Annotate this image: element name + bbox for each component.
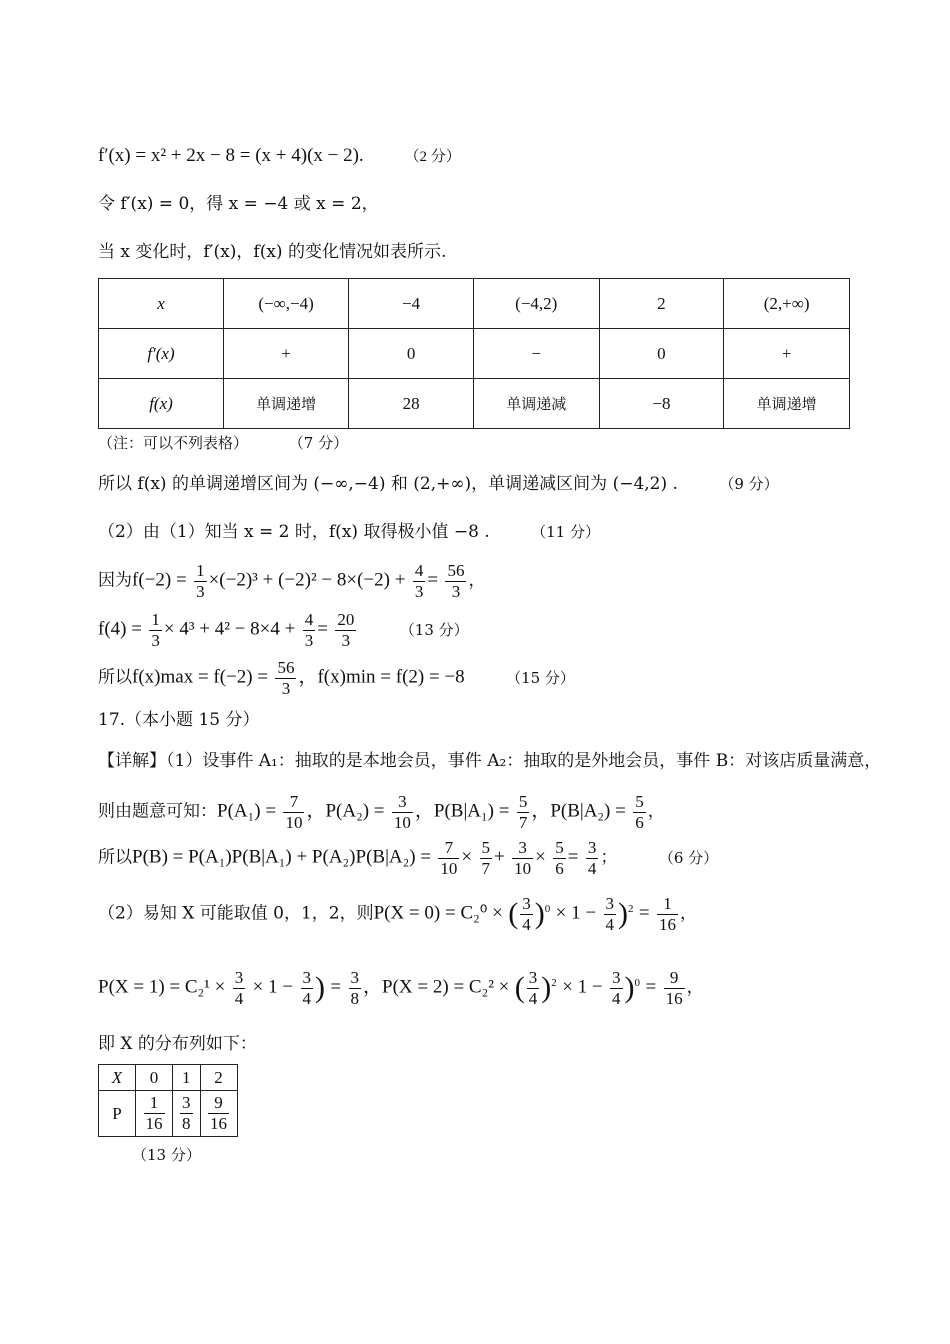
score-mark: （9 分） — [719, 475, 779, 493]
fraction: $\frac{4}{3}$ — [304, 610, 314, 650]
expression-text: f′(x) = x² + 2x − 8 = (x + 4)(x − 2). — [98, 145, 364, 166]
expression-text: × 4³ + 4² − 8×4 + — [163, 618, 296, 640]
table-cell: 28 — [349, 379, 474, 429]
derivative-expression — [98, 146, 461, 165]
table-cell: X — [99, 1065, 136, 1091]
expression-text: × 1 − — [562, 976, 603, 998]
table-row — [99, 279, 850, 329]
fraction: $\frac{4}{3}$ — [414, 561, 424, 601]
fraction: $\frac{56}{3}$ — [277, 658, 295, 698]
fraction: $\frac{1}{3}$ — [196, 561, 205, 601]
line-prefix: （2）易知 X 可能取值 0，1，2，则 — [98, 903, 374, 924]
fraction: $\frac{3}{4}$ — [234, 968, 244, 1008]
table-cell: 0 — [136, 1065, 173, 1091]
line-text: 【详解】（1）设事件 A₁：抽取的是本地会员，事件 A₂：抽取的是外地会员，事件 B：对该店质量满意， — [98, 751, 882, 771]
score-mark: （13 分） — [399, 620, 469, 639]
fraction: $\frac{9}{16}$ — [665, 968, 683, 1008]
operator: × — [535, 846, 546, 868]
operator: + — [494, 846, 505, 868]
line-text: 当 x 变化时，f′(x)，f(x) 的变化情况如表所示. — [98, 242, 447, 262]
table-cell: 单调递增 — [724, 379, 850, 429]
fraction: $\frac{3}{8}$ — [182, 1093, 191, 1133]
max-min-line — [98, 658, 575, 698]
expression-text: f(4) = — [98, 618, 142, 640]
expression-text: ，P(B|A₂) = — [531, 800, 626, 822]
fraction: $\frac{3}{10}$ — [514, 838, 532, 878]
p-x1-x2-line: P(X = 1) = C₂¹ × $\frac{3}{4}$ × 1 − $\frac{3}{4}$ ) = $\frac{3}{8}$ ，P(X = 2) = C₂² × ( $\frac{3}{4}$ )$^2$ × 1 − $\frac{3}{4}$ )$^0$ = $\frac{9}{16}$ ， — [98, 968, 704, 1008]
p-x0-line: （2）易知 X 可能取值 0，1，2，则P(X = 0) = C₂⁰ × ( $\frac{3}{4}$ )$^0$ × 1 − $\frac{3}{4}$ )$^2$ = $\frac{1}{16}$ ， — [98, 894, 698, 934]
probabilities-line — [98, 792, 665, 832]
fraction: $\frac{1}{16}$ — [659, 894, 677, 934]
distribution-table — [98, 1064, 238, 1137]
score-mark: （15 分） — [506, 668, 575, 687]
total-probability-line — [98, 838, 718, 878]
f-4-line — [98, 610, 469, 650]
f-minus2-line — [98, 561, 485, 601]
table-cell: P — [99, 1091, 136, 1137]
table-cell: x — [99, 279, 224, 329]
line-text: 即 X 的分布列如下： — [98, 1034, 257, 1054]
line-prefix: 则由题意可知： — [98, 801, 217, 822]
question-17-heading — [98, 712, 259, 729]
distribution-intro-line — [98, 1036, 257, 1053]
table-cell: + — [223, 329, 348, 379]
expression-text: ，P(B|A₁) = — [414, 800, 510, 822]
expression-text: f(−2) = — [132, 569, 187, 591]
table-row — [99, 1091, 238, 1137]
fraction: $\frac{9}{16}$ — [210, 1093, 227, 1133]
table-cell — [200, 1091, 237, 1137]
expression-text: ×(−2)³ + (−2)² − 8×(−2) + — [208, 569, 406, 591]
fraction: $\frac{7}{10}$ — [440, 838, 458, 878]
table-cell: −4 — [349, 279, 474, 329]
variation-table — [98, 278, 850, 429]
line-text: （2）由（1）知当 x = 2 时，f(x) 取得极小值 −8 . — [98, 522, 490, 542]
monotonic-intervals-line — [98, 476, 779, 493]
score-mark: （13 分） — [132, 1146, 201, 1164]
table-cell: 0 — [599, 329, 724, 379]
table-note — [98, 436, 348, 451]
table-cell: 1 — [173, 1065, 201, 1091]
table-intro-line — [98, 244, 446, 261]
fraction: $\frac{3}{8}$ — [350, 968, 360, 1008]
equals-sign: = — [567, 846, 579, 868]
punctuation: ， — [686, 977, 704, 998]
table-cell: (2,+∞) — [724, 279, 850, 329]
score-mark: （6 分） — [658, 848, 719, 867]
table-cell: f′(x) — [99, 329, 224, 379]
line-text: 所以 f(x) 的单调递增区间为 (−∞,−4) 和 (2,+∞)，单调递减区间为 (−4,2) . — [98, 474, 678, 494]
equals-sign: = — [427, 569, 439, 591]
line-prefix: 因为 — [98, 570, 132, 591]
fraction: $\frac{20}{3}$ — [337, 610, 355, 650]
equals-sign: = — [317, 618, 328, 640]
table-row — [99, 379, 850, 429]
critical-points-line — [98, 196, 379, 213]
fraction: $\frac{5}{6}$ — [635, 792, 644, 832]
score-mark: （2 分） — [404, 149, 461, 165]
punctuation: ， — [468, 570, 486, 591]
table-cell: − — [473, 329, 599, 379]
score-mark: （7 分） — [288, 434, 349, 452]
table-cell: + — [724, 329, 850, 379]
table-cell: 0 — [349, 329, 474, 379]
fraction: $\frac{5}{6}$ — [555, 838, 564, 878]
table-cell: f(x) — [99, 379, 224, 429]
fraction: $\frac{56}{3}$ — [447, 561, 465, 601]
expression-text: P(A₁) = — [217, 800, 277, 822]
fraction: $\frac{1}{16}$ — [145, 1093, 163, 1133]
note-text: （注：可以不列表格） — [98, 434, 249, 452]
table-row — [99, 1065, 238, 1091]
table-cell: 单调递增 — [223, 379, 348, 429]
line-prefix: 所以 — [98, 667, 132, 688]
fraction: $\frac{3}{10}$ — [393, 792, 411, 832]
final-score — [132, 1148, 201, 1163]
expression-text: ，P(A₂) = — [306, 800, 385, 822]
fraction: $\frac{1}{3}$ — [151, 610, 160, 650]
expression-text: × 1 − — [555, 902, 597, 924]
fraction: $\frac{3}{4}$ — [587, 838, 597, 878]
fraction: $\frac{3}{4}$ — [605, 894, 614, 934]
table-cell — [173, 1091, 201, 1137]
punctuation: ； — [600, 847, 618, 868]
expression-text: P(B) = P(A₁)P(B|A₁) + P(A₂)P(B|A₂) = — [132, 846, 432, 868]
expression-text: ，P(X = 2) = C₂² × — [363, 976, 510, 998]
expression-text: P(X = 0) = C₂⁰ × — [373, 902, 503, 924]
score-mark: （11 分） — [531, 523, 600, 541]
table-cell: −8 — [599, 379, 724, 429]
table-cell: (−4,2) — [473, 279, 599, 329]
line-text: 令 f′(x) = 0，得 x = −4 或 x = 2， — [98, 194, 379, 214]
fraction: $\frac{5}{7}$ — [518, 792, 528, 832]
table-cell: 单调递减 — [473, 379, 599, 429]
table-cell: (−∞,−4) — [223, 279, 348, 329]
table-row — [99, 329, 850, 379]
detail-line — [98, 753, 881, 770]
fraction: $\frac{3}{4}$ — [302, 968, 311, 1008]
minimum-value-line — [98, 524, 600, 541]
fraction: $\frac{3}{4}$ — [522, 894, 531, 934]
expression-text: P(X = 1) = C₂¹ × — [98, 976, 226, 998]
fraction: $\frac{7}{10}$ — [285, 792, 303, 832]
expression-text: f(x)max = f(−2) = — [132, 666, 269, 688]
operator: × — [461, 846, 473, 868]
punctuation: ， — [647, 801, 665, 822]
punctuation: ， — [680, 903, 698, 924]
equals-sign: = — [645, 976, 657, 998]
equals-sign: = — [638, 902, 650, 924]
expression-text: ，f(x)min = f(2) = −8 — [298, 666, 465, 688]
fraction: $\frac{5}{7}$ — [481, 838, 491, 878]
expression-text: × 1 − — [252, 976, 294, 998]
fraction: $\frac{3}{4}$ — [612, 968, 621, 1008]
heading-text: 17.（本小题 15 分） — [98, 710, 260, 730]
table-cell: 2 — [200, 1065, 237, 1091]
table-cell: 2 — [599, 279, 724, 329]
table-cell — [136, 1091, 173, 1137]
equals-sign: = — [330, 976, 342, 998]
fraction: $\frac{3}{4}$ — [528, 968, 538, 1008]
line-prefix: 所以 — [98, 847, 132, 868]
